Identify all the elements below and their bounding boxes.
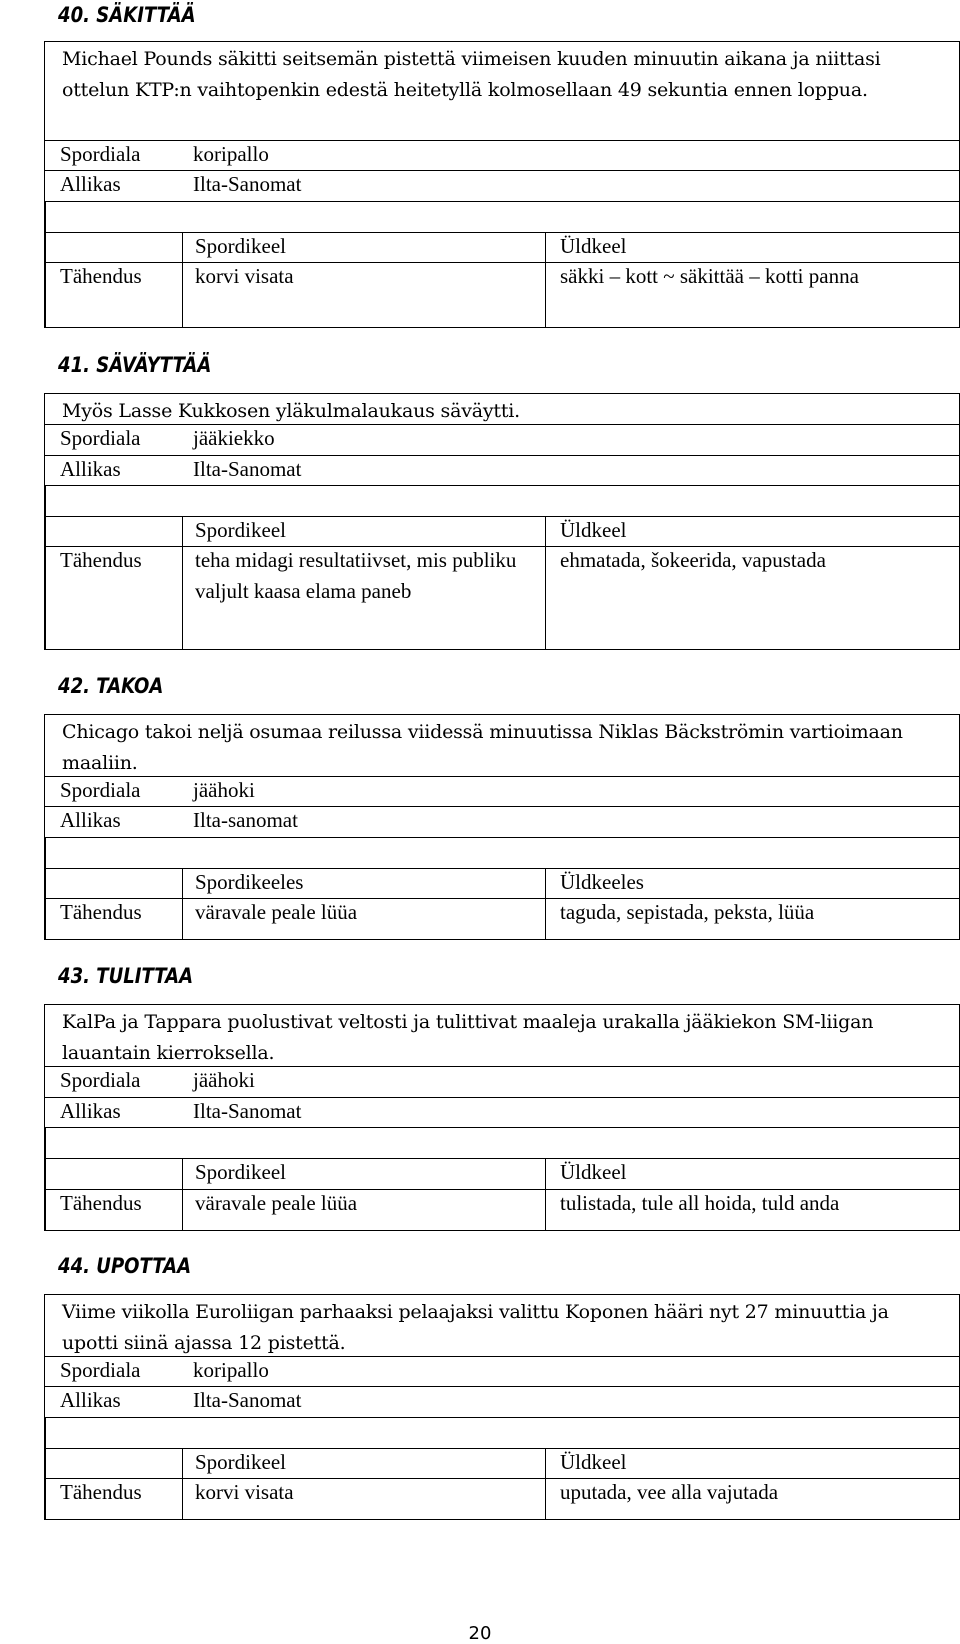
meaning-label: Tähendus	[60, 264, 142, 288]
column-header-sport: Spordikeel	[195, 1160, 286, 1184]
field-value: jääkiekko	[193, 426, 275, 450]
meaning-label: Tähendus	[60, 548, 142, 572]
source-value: Ilta-sanomat	[193, 808, 298, 832]
entry-table	[44, 1294, 960, 1520]
column-header-sport: Spordikeeles	[195, 870, 304, 894]
entry-table	[44, 1004, 960, 1231]
column-header-sport: Spordikeel	[195, 234, 286, 258]
source-label: Allikas	[60, 808, 121, 832]
example-sentence: Myös Lasse Kukkosen yläkulmalaukaus säväytti.	[62, 400, 520, 422]
source-value: Ilta-Sanomat	[193, 457, 302, 481]
entry-heading: 40. SÄKITTÄÄ	[58, 3, 196, 27]
field-value: koripallo	[193, 1358, 269, 1382]
meaning-label: Tähendus	[60, 1191, 142, 1215]
entry-table	[44, 393, 960, 650]
entry-heading: 42. TAKOA	[58, 674, 164, 698]
column-header-general: Üldkeel	[560, 1450, 627, 1474]
example-sentence: Viime viikolla Euroliigan parhaaksi pelaajaksi valittu Koponen hääri nyt 27 minuuttia ja upotti siinä ajassa 12 pistettä.	[62, 1301, 889, 1354]
sport-meaning: teha midagi resultatiivset, mis publiku valjult kaasa elama paneb	[195, 548, 517, 603]
field-label: Spordiala	[60, 142, 141, 166]
general-meaning: uputada, vee alla vajutada	[560, 1480, 779, 1504]
general-meaning: tulistada, tule all hoida, tuld anda	[560, 1191, 840, 1215]
source-value: Ilta-Sanomat	[193, 1388, 302, 1412]
column-header-general: Üldkeeles	[560, 870, 644, 894]
field-label: Spordiala	[60, 1358, 141, 1382]
source-label: Allikas	[60, 1388, 121, 1412]
meaning-label: Tähendus	[60, 900, 142, 924]
field-value: koripallo	[193, 142, 269, 166]
source-value: Ilta-Sanomat	[193, 1099, 302, 1123]
entry-heading: 41. SÄVÄYTTÄÄ	[58, 353, 212, 377]
meaning-label: Tähendus	[60, 1480, 142, 1504]
entry-heading: 43. TULITTAA	[58, 964, 194, 988]
source-value: Ilta-Sanomat	[193, 172, 302, 196]
sport-meaning: väravale peale lüüa	[195, 900, 358, 924]
entry-table	[44, 41, 960, 328]
entry-heading: 44. UPOTTAA	[58, 1254, 192, 1278]
general-meaning: säkki – kott ~ säkittää – kotti panna	[560, 264, 859, 288]
source-label: Allikas	[60, 457, 121, 481]
column-header-sport: Spordikeel	[195, 518, 286, 542]
sport-meaning: korvi visata	[195, 264, 294, 288]
field-value: jäähoki	[193, 1068, 255, 1092]
general-meaning: taguda, sepistada, peksta, lüüa	[560, 900, 815, 924]
example-sentence: Chicago takoi neljä osumaa reilussa viidessä minuutissa Niklas Bäckströmin vartioimaan maaliin.	[62, 721, 903, 774]
example-sentence: Michael Pounds säkitti seitsemän pistettä viimeisen kuuden minuutin aikana ja niittasi ottelun KTP:n vaihtopenkin edestä heitetyllä kolmosellaan 49 sekuntia ennen loppua.	[62, 48, 881, 101]
general-meaning: ehmatada, šokeerida, vapustada	[560, 548, 826, 572]
field-value: jäähoki	[193, 778, 255, 802]
column-header-general: Üldkeel	[560, 518, 627, 542]
source-label: Allikas	[60, 172, 121, 196]
sport-meaning: väravale peale lüüa	[195, 1191, 358, 1215]
source-label: Allikas	[60, 1099, 121, 1123]
field-label: Spordiala	[60, 1068, 141, 1092]
column-header-general: Üldkeel	[560, 1160, 627, 1184]
page-number: 20	[468, 1623, 492, 1644]
example-sentence: KalPa ja Tappara puolustivat veltosti ja tulittivat maaleja urakalla jääkiekon SM-liigan lauantain kierroksella.	[62, 1011, 874, 1064]
entry-table	[44, 714, 960, 940]
field-label: Spordiala	[60, 426, 141, 450]
field-label: Spordiala	[60, 778, 141, 802]
column-header-sport: Spordikeel	[195, 1450, 286, 1474]
column-header-general: Üldkeel	[560, 234, 627, 258]
sport-meaning: korvi visata	[195, 1480, 294, 1504]
